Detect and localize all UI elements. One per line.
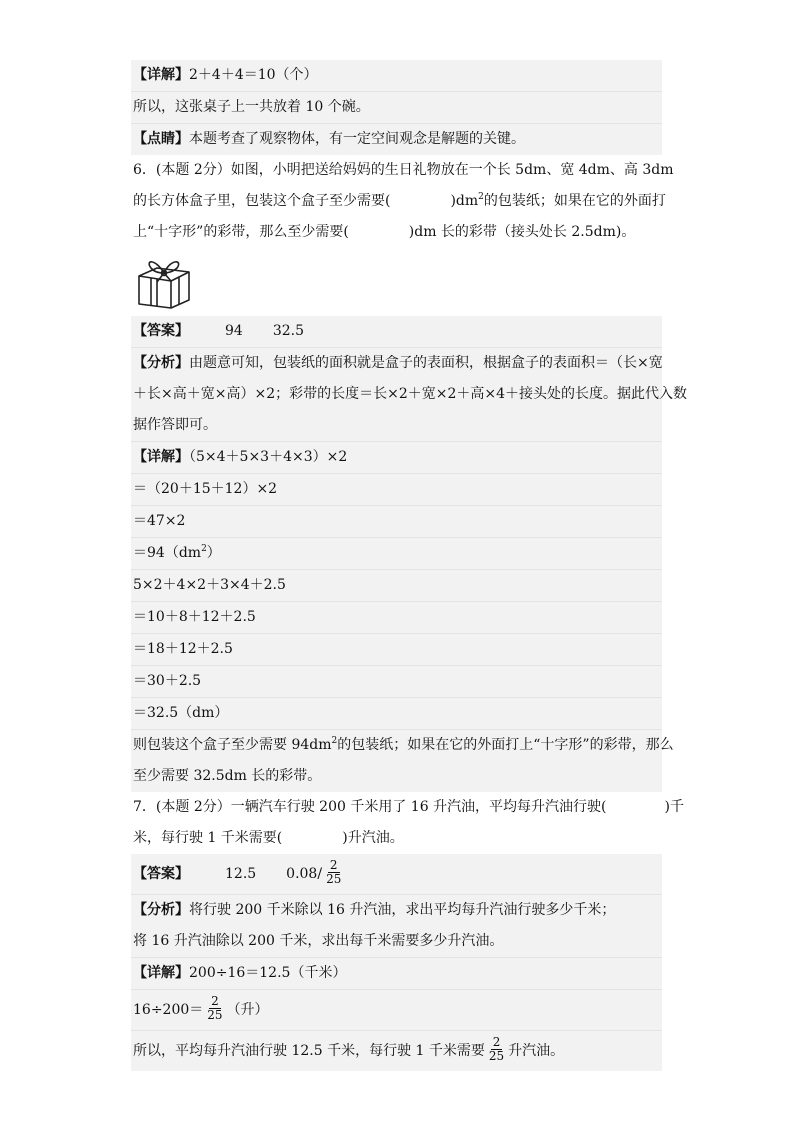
q7-solution-block bbox=[131, 854, 662, 1071]
fraction: $\frac{2}{25}$ bbox=[488, 1034, 505, 1063]
q6-detail-step-7: ＝18＋12＋2.5 bbox=[131, 634, 662, 666]
fraction: $\frac{2}{25}$ bbox=[326, 857, 342, 886]
q6-answer-line: 【答案】 94 32.5 bbox=[131, 316, 662, 348]
q6-line-1: 6．(本题 2分）如图，小明把送给妈妈的生日礼物放在一个长 5dm、宽 4dm、高 3dm bbox=[133, 162, 674, 178]
q7-conclusion-line: 所以，平均每升汽油行驶 12.5 千米，每行驶 1 千米需要 $\frac{2}{25}$ 升汽油。 bbox=[133, 1034, 565, 1063]
q5-so-line: 所以，这张桌子上一共放着 10 个碗。 bbox=[131, 92, 662, 124]
q5-detail-line: 【详解】2＋4＋4＝10（个） bbox=[131, 60, 662, 92]
q7-answer-line: 【答案】 12.5 0.08/ $\frac{2}{25}$ bbox=[131, 854, 662, 895]
q6-line-3: 上“十字形”的彩带，那么至少需要( )dm 长的彩带（接头处长 2.5dm)。 bbox=[133, 224, 636, 240]
q6-analysis-line-2: ＋长×高＋宽×高）×2；彩带的长度＝长×2＋宽×2＋高×4＋接头处的长度。据此代入数 bbox=[133, 386, 688, 402]
q7-detail-step-1: 【详解】200÷16＝12.5（千米） bbox=[131, 958, 662, 990]
q7-analysis-line-2: 将 16 升汽油除以 200 千米，求出每千米需要多少升汽油。 bbox=[131, 926, 662, 958]
fraction: $\frac{2}{25}$ bbox=[207, 993, 223, 1022]
document-page bbox=[131, 60, 688, 1071]
q6-solution-block bbox=[131, 316, 688, 792]
q7-question bbox=[131, 792, 684, 854]
q6-conclusion-line-2: 至少需要 32.5dm 长的彩带。 bbox=[133, 768, 322, 784]
q6-detail-step-2: ＝（20＋15＋12）×2 bbox=[131, 474, 662, 506]
q7-line-1: 7．(本题 2分）一辆汽车行驶 200 千米用了 16 升汽油，平均每升汽油行驶( )千 bbox=[133, 799, 684, 815]
q6-conclusion-line-1: 则包装这个盒子至少需要 $94dm^2$的包装纸；如果在它的外面打上“十字形”的彩带，那么 bbox=[133, 736, 674, 753]
q6-detail-step-5: 5×2＋4×2＋3×4＋2.5 bbox=[131, 570, 662, 602]
q6-detail-step-9: ＝32.5（dm） bbox=[131, 698, 662, 730]
q6-detail-step-3: ＝47×2 bbox=[131, 506, 662, 538]
q6-detail-step-8: ＝30＋2.5 bbox=[131, 666, 662, 698]
q6-detail-step-6: ＝10＋8＋12＋2.5 bbox=[131, 602, 662, 634]
q6-detail-step-4: $=94(dm^2)$ bbox=[131, 538, 662, 570]
q6-detail-step-1: 【详解】（5×4＋5×3＋4×3）×2 bbox=[131, 442, 662, 474]
q6-line-2: 的长方体盒子里，包装这个盒子至少需要( )$dm^2$的包装纸；如果在它的外面打 bbox=[133, 192, 666, 209]
q6-analysis-line-1: 【分析】由题意可知，包装纸的面积就是盒子的表面积，根据盒子的表面积＝（长×宽 bbox=[133, 355, 663, 371]
q5-solution-block bbox=[131, 60, 662, 155]
q6-question bbox=[131, 155, 674, 316]
q7-detail-step-2: 16÷200＝ $\frac{2}{25}$ （升） bbox=[131, 990, 662, 1031]
q7-analysis-line-1: 【分析】将行驶 200 千米除以 16 升汽油，求出平均每升汽油行驶多少千米； bbox=[133, 902, 616, 918]
q7-line-2: 米，每行驶 1 千米需要( )升汽油。 bbox=[133, 830, 404, 846]
q5-comment-line: 【点睛】本题考查了观察物体，有一定空间观念是解题的关键。 bbox=[133, 131, 525, 147]
gift-figure bbox=[131, 248, 662, 316]
gift-box-icon bbox=[135, 254, 193, 310]
q6-analysis-line-3: 据作答即可。 bbox=[131, 410, 662, 442]
